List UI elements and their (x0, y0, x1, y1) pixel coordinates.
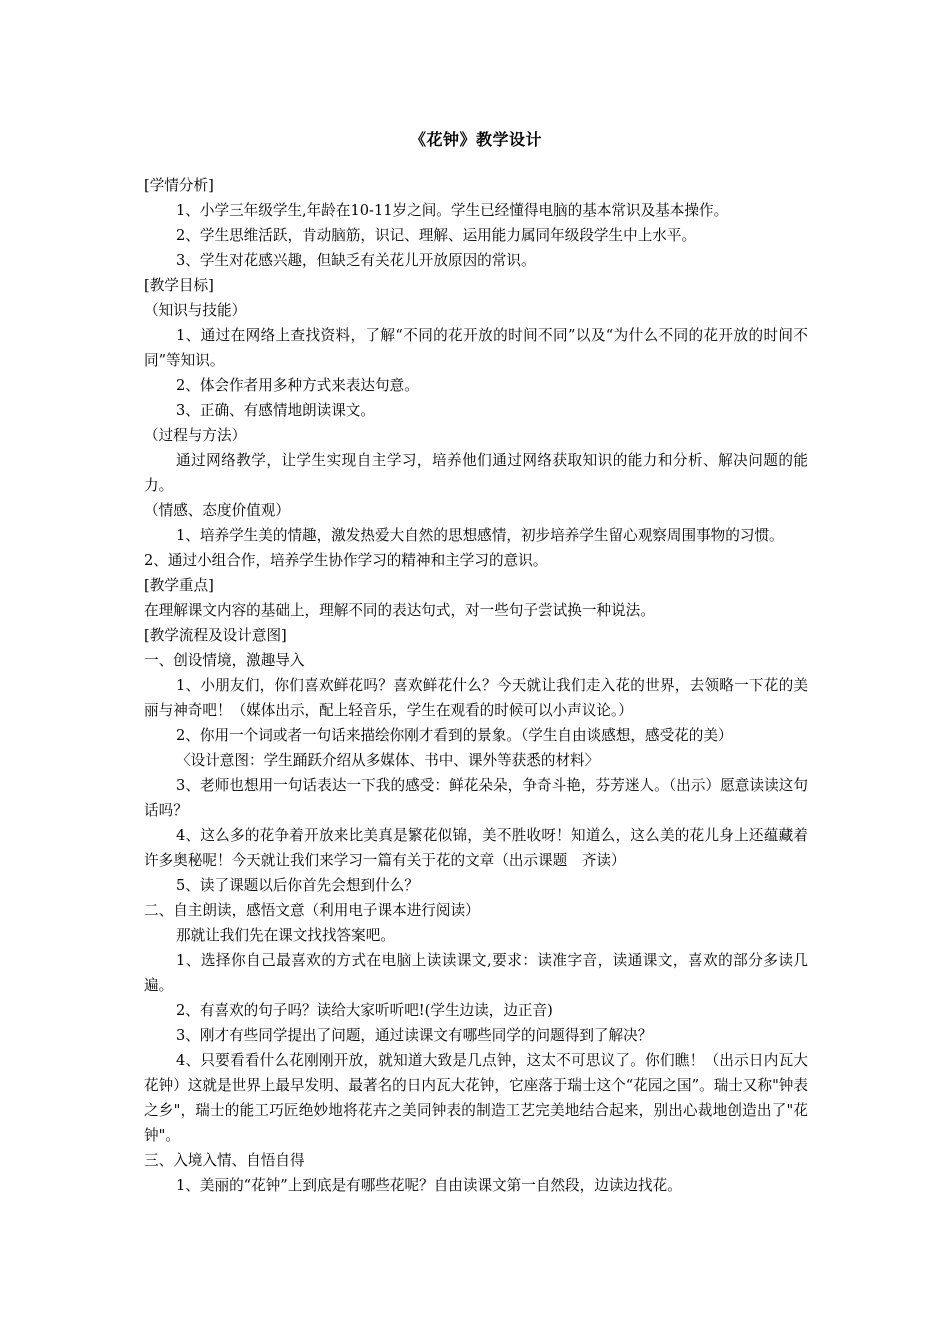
paragraph: 三、入境入情、自悟自得 (144, 1152, 305, 1169)
paragraph: 4、只要看看什么花刚刚开放，就知道大致是几点钟，这太不可思议了。你们瞧！（出示日内瓦大花钟）这就是世界上最早发明、最著名的日内瓦大花钟，它座落于瑞士这个“花园之国”。瑞士又称"钟表之乡"，瑞士的能工巧匠绝妙地将花卉之美同钟表的制造工艺完美地结合起来，别出心裁地创造出了"花钟"。 (144, 1052, 808, 1144)
paragraph: 2、你用一个词或者一句话来描绘你刚才看到的景象。（学生自由谈感想，感受花的美） (176, 727, 733, 744)
paragraph: （知识与技能） (144, 302, 247, 319)
paragraph: 3、刚才有些同学提出了问题，通过读课文有哪些同学的问题得到了解决？ (176, 1027, 653, 1044)
paragraph: 3、学生对花感兴趣，但缺乏有关花儿开放原因的常识。 (176, 252, 536, 269)
paragraph: 在理解课文内容的基础上，理解不同的表达句式，对一些句子尝试换一种说法。 (144, 602, 655, 619)
paragraph: 4、这么多的花争着开放来比美真是繁花似锦，美不胜收呀！知道么，这么美的花儿身上还蕴藏着许多奥秘呢！今天就让我们来学习一篇有关于花的文章（出示课题 齐读） (144, 827, 808, 869)
paragraph: [教学目标] (144, 277, 214, 294)
paragraph: 1、美丽的“花钟”上到底是有哪些花呢？自由读课文第一自然段，边读边找花。 (176, 1177, 682, 1194)
paragraph: 5、读了课题以后你首先会想到什么？ (176, 877, 419, 894)
paragraph: 2、有喜欢的句子吗？读给大家听听吧!(学生边读，边正音) (176, 1002, 553, 1019)
paragraph: 2、体会作者用多种方式来表达句意。 (176, 377, 419, 394)
paragraph: 〈设计意图：学生踊跃介绍从多媒体、书中、课外等获悉的材料〉 (176, 752, 600, 769)
paragraph: 二、自主朗读，感悟文意（利用电子课本进行阅读） (144, 902, 480, 919)
paragraph: 3、老师也想用一句话表达一下我的感受：鲜花朵朵，争奇斗艳，芬芳迷人。（出示）愿意读读这句话吗？ (144, 777, 808, 819)
paragraph: 3、正确、有感情地朗读课文。 (176, 402, 376, 419)
paragraph: 2、通过小组合作，培养学生协作学习的精神和主学习的意识。 (144, 552, 548, 569)
document-body (144, 173, 808, 1198)
paragraph: [教学重点] (144, 577, 214, 594)
paragraph: （情感、态度价值观） (144, 502, 290, 519)
paragraph: 1、通过在网络上查找资料，了解“不同的花开放的时间不同”以及“为什么不同的花开放的时间不同”等知识。 (144, 327, 808, 369)
document-title: 《花钟》教学设计 (409, 130, 542, 149)
paragraph: 1、小学三年级学生,年龄在10-11岁之间。学生已经懂得电脑的基本常识及基本操作。 (176, 202, 729, 219)
paragraph: 1、培养学生美的情趣，激发热爱大自然的思想感情，初步培养学生留心观察周围事物的习惯。 (176, 527, 784, 544)
paragraph: [学情分析] (144, 177, 214, 194)
paragraph: 通过网络教学，让学生实现自主学习，培养他们通过网络获取知识的能力和分析、解决问题的能力。 (144, 452, 808, 494)
paragraph: 2、学生思维活跃，肯动脑筋，识记、理解、运用能力属同年级段学生中上水平。 (176, 227, 697, 244)
paragraph: 一、创设情境，激趣导入 (144, 652, 305, 669)
paragraph: 那就让我们先在课文找找答案吧。 (176, 927, 395, 944)
paragraph: 1、小朋友们，你们喜欢鲜花吗？喜欢鲜花什么？今天就让我们走入花的世界，去领略一下花的美丽与神奇吧！（媒体出示，配上轻音乐，学生在观看的时候可以小声议论。） (144, 677, 808, 719)
paragraph: [教学流程及设计意图] (144, 627, 287, 644)
paragraph: （过程与方法） (144, 427, 247, 444)
paragraph: 1、选择你自己最喜欢的方式在电脑上读读课文,要求：读准字音，读通课文，喜欢的部分多读几遍。 (144, 952, 808, 994)
